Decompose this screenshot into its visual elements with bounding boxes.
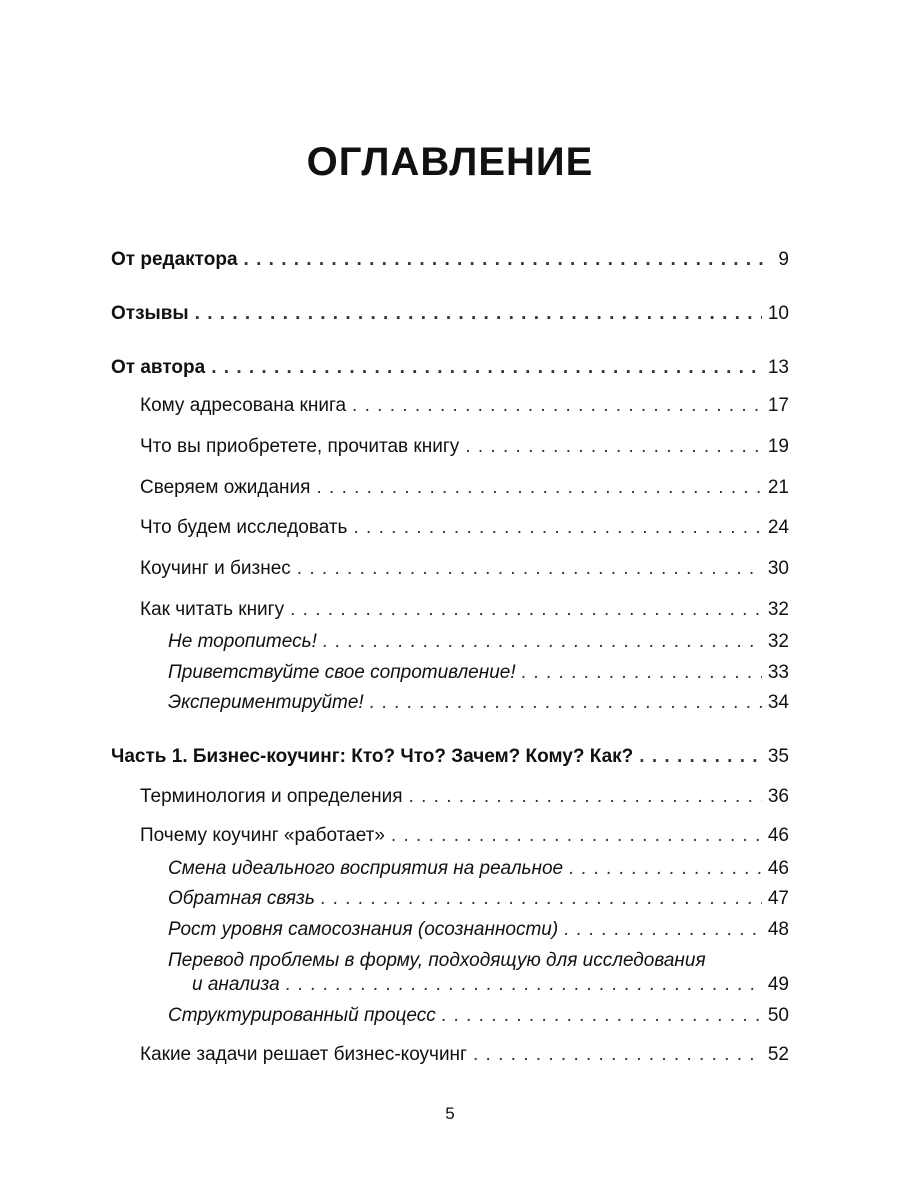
dot-leader [352, 394, 762, 418]
toc-entry-page: 21 [767, 477, 789, 498]
toc-entry-page: 32 [767, 599, 789, 620]
toc-entry[interactable] [140, 394, 789, 418]
dot-leader [569, 857, 762, 881]
dot-leader [564, 918, 762, 942]
dot-leader [323, 630, 762, 654]
toc-entry-page: 30 [767, 558, 789, 579]
dot-leader [442, 1004, 762, 1028]
toc-entry[interactable] [168, 918, 789, 942]
toc-entry-label-continuation: и анализа [192, 974, 280, 995]
toc-entry-label: Что вы приобретете, прочитав книгу [140, 436, 460, 457]
toc-entry[interactable] [140, 435, 789, 459]
toc-entry-page: 24 [767, 517, 789, 538]
toc-entry[interactable] [140, 1043, 789, 1067]
toc-entry-page: 9 [778, 249, 789, 270]
toc-entry-label: Терминология и определения [140, 786, 403, 807]
toc-entry-label: Рост уровня самосознания (осознанности) [168, 919, 559, 940]
toc-entry-page: 50 [767, 1005, 789, 1026]
toc-entry[interactable] [111, 745, 789, 769]
dot-leader [473, 1043, 762, 1067]
toc-entry-label: Структурированный процесс [168, 1005, 436, 1026]
toc-entry[interactable] [192, 973, 789, 997]
toc-entry-page: 17 [767, 395, 789, 416]
toc-entry[interactable] [111, 248, 789, 272]
toc-entry-wrapped-label[interactable]: Перевод проблемы в форму, подходящую для исследования [168, 950, 706, 971]
dot-leader [316, 476, 761, 500]
toc-entry-label: Кому адресована книга [140, 395, 347, 416]
toc-entry[interactable] [140, 824, 789, 848]
toc-entry-page: 49 [767, 974, 789, 995]
dot-leader [286, 973, 762, 997]
toc-entry[interactable] [140, 476, 789, 500]
dot-leader [195, 302, 762, 326]
toc-entry-page: 48 [767, 919, 789, 940]
dot-leader [465, 435, 762, 459]
toc-entry-label: Коучинг и бизнес [140, 558, 291, 579]
toc-entry[interactable] [168, 630, 789, 654]
toc-entry-page: 33 [767, 662, 789, 683]
dot-leader [639, 745, 762, 769]
toc-entry[interactable] [140, 516, 789, 540]
toc-entry-label: Приветствуйте свое сопротивление! [168, 662, 516, 683]
toc-entry-page: 47 [767, 888, 789, 909]
toc-entry[interactable] [140, 785, 789, 809]
toc-entry-label: Обратная связь [168, 888, 315, 909]
toc-entry-label: Какие задачи решает бизнес-коучинг [140, 1044, 467, 1065]
toc-entry-label: От автора [111, 357, 206, 378]
toc-entry-page: 35 [767, 746, 789, 767]
toc-entry[interactable] [168, 887, 789, 911]
toc-entry-label: Сверяем ожидания [140, 477, 311, 498]
toc-entry[interactable] [168, 661, 789, 685]
toc-entry-label: Что будем исследовать [140, 517, 348, 538]
dot-leader [370, 691, 762, 715]
dot-leader [244, 248, 773, 272]
toc-entry-label: Как читать книгу [140, 599, 285, 620]
toc-entry-label: От редактора [111, 249, 238, 270]
toc-entry-page: 13 [767, 357, 789, 378]
dot-leader [522, 661, 762, 685]
toc-entry[interactable] [140, 557, 789, 581]
page-title: ОГЛАВЛЕНИЕ [306, 140, 594, 184]
toc-entry-page: 10 [767, 303, 789, 324]
toc-entry[interactable] [111, 302, 789, 326]
toc-entry-page: 46 [767, 858, 789, 879]
dot-leader [211, 356, 762, 380]
toc-entry-page: 34 [767, 692, 789, 713]
toc-entry[interactable] [140, 598, 789, 622]
page-number: 5 [445, 1104, 455, 1123]
dot-leader [297, 557, 762, 581]
toc-entry-page: 32 [767, 631, 789, 652]
toc-entry[interactable] [168, 857, 789, 881]
dot-leader [321, 887, 762, 911]
toc-entry[interactable] [168, 1004, 789, 1028]
toc-entry-page: 36 [767, 786, 789, 807]
toc-entry-label: Смена идеального восприятия на реальное [168, 858, 564, 879]
toc-entry-label: Отзывы [111, 303, 189, 324]
toc-entry[interactable] [168, 691, 789, 715]
toc-entry-page: 46 [767, 825, 789, 846]
toc-entry-label: Часть 1. Бизнес-коучинг: Кто? Что? Зачем? Кому? Как? [111, 746, 634, 767]
dot-leader [353, 516, 761, 540]
toc-entry[interactable] [111, 356, 789, 380]
toc-entry-label: Не торопитесь! [168, 631, 317, 652]
toc-entry-label: Почему коучинг «работает» [140, 825, 385, 846]
dot-leader [391, 824, 762, 848]
dot-leader [409, 785, 762, 809]
dot-leader [290, 598, 762, 622]
toc-entry-page: 52 [767, 1044, 789, 1065]
toc-entry-label: Экспериментируйте! [168, 692, 364, 713]
toc-entry-page: 19 [767, 436, 789, 457]
